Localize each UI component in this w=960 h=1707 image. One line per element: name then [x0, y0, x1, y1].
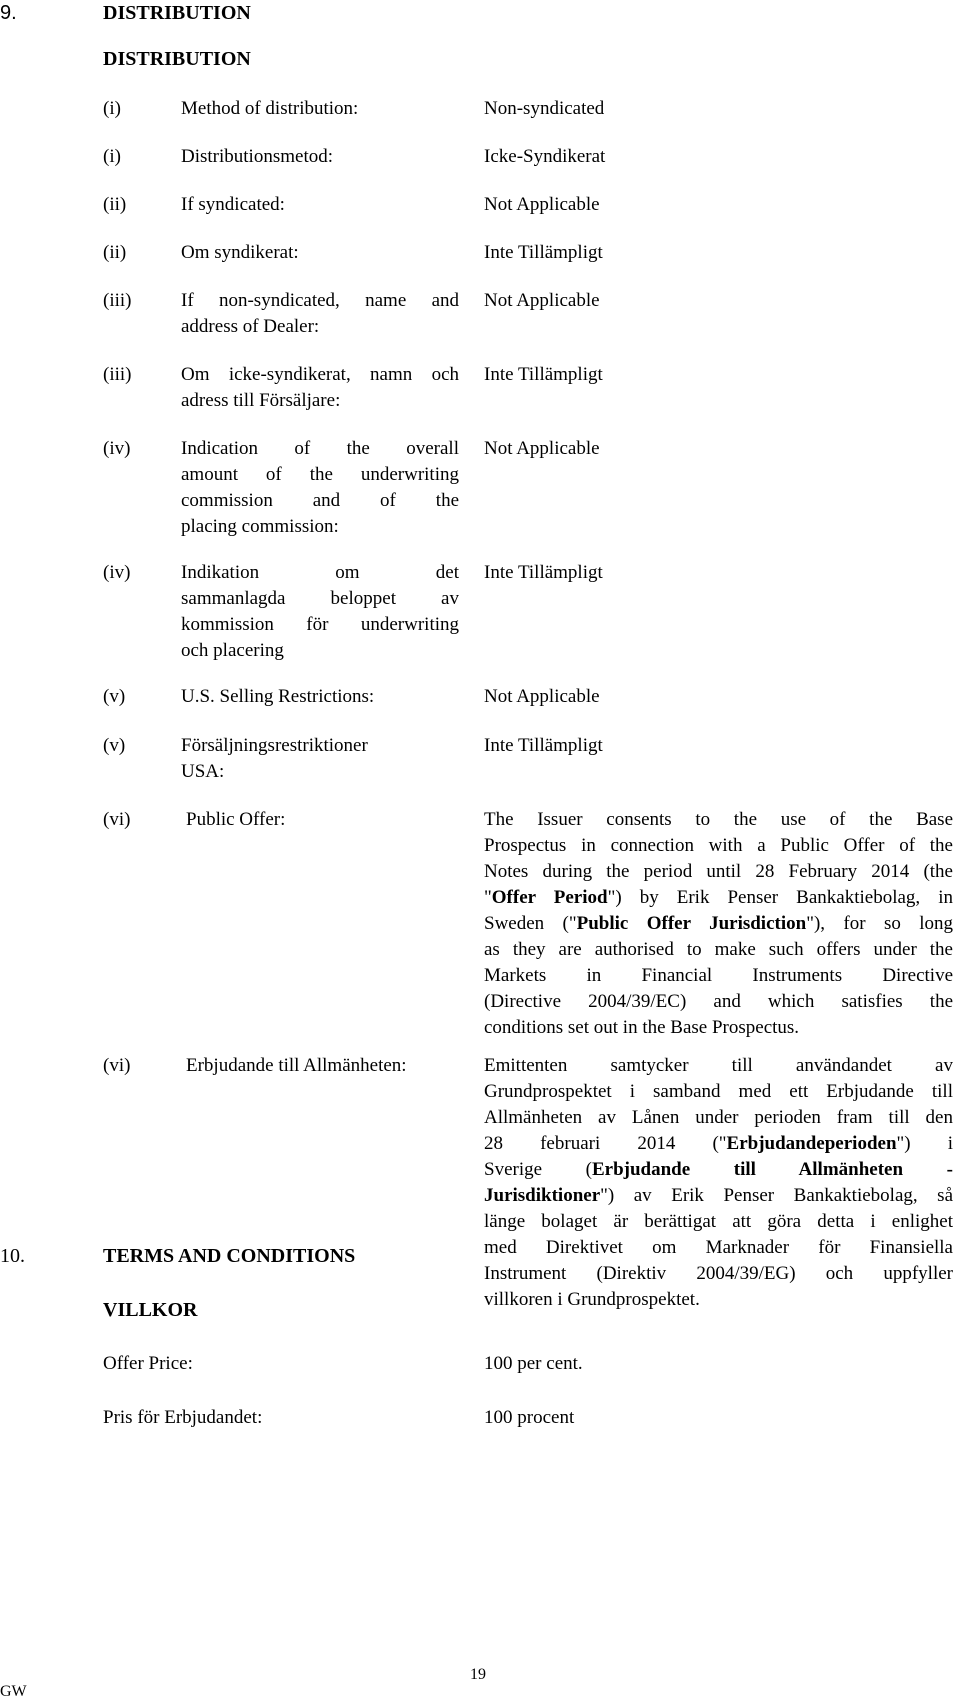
text-run: villkoren i Grundprospektet.: [484, 1289, 700, 1310]
row-value: Inte Tillämpligt: [484, 242, 603, 263]
row-value-line: [484, 1053, 953, 1079]
defined-term: Jurisdiktioner: [484, 1185, 601, 1206]
row-label-line: Försäljningsrestriktioner: [181, 735, 368, 756]
row-number: (iii): [103, 364, 132, 385]
defined-term: Erbjudandeperioden: [726, 1133, 897, 1154]
row-label-line: adress till Försäljare:: [181, 390, 341, 411]
text-run: Prospectus in connection with a Public Offer of the: [484, 835, 953, 856]
text-run: Sverige (: [484, 1159, 592, 1180]
row-value: [484, 807, 953, 1041]
row-value-line: [484, 1157, 953, 1183]
section-subtitle: DISTRIBUTION: [103, 48, 251, 70]
text-run: Sweden (": [484, 913, 577, 934]
row-label: [181, 560, 459, 664]
footer-initials: GW: [0, 1683, 27, 1700]
row-value: Inte Tillämpligt: [484, 364, 603, 385]
row-value-line: [484, 937, 953, 963]
row-label-line: Indication of the overall: [181, 438, 459, 459]
row-label: Method of distribution:: [181, 98, 359, 119]
row-label: If syndicated:: [181, 194, 285, 215]
row-value: Non-syndicated: [484, 98, 605, 119]
page-number: 19: [470, 1666, 486, 1683]
row-number: (iii): [103, 290, 132, 311]
text-run: conditions set out in the Base Prospectus.: [484, 1017, 800, 1038]
row-value: Not Applicable: [484, 290, 600, 311]
row-label-line: Om icke-syndikerat, namn och: [181, 364, 459, 385]
row-label: [181, 362, 459, 414]
row-value-line: [484, 911, 953, 937]
text-run: Grundprospektet i samband med ett Erbjudande till: [484, 1081, 953, 1102]
text-run: länge bolaget är berättigat att göra detta i enlighet: [484, 1211, 953, 1232]
row-value: Not Applicable: [484, 194, 600, 215]
text-run: Markets in Financial Instruments Directive: [484, 965, 953, 986]
row-value-line: [484, 885, 953, 911]
row-label-line: sammanlagda beloppet av: [181, 588, 459, 609]
row-number: (ii): [103, 242, 127, 263]
row-number: (ii): [103, 194, 127, 215]
offer-price-value: 100 per cent.: [484, 1353, 583, 1374]
row-value: Not Applicable: [484, 686, 600, 707]
offer-price-label-sv: Pris för Erbjudandet:: [103, 1407, 263, 1428]
defined-term: Offer Period: [491, 887, 608, 908]
row-number: (i): [103, 146, 121, 167]
offer-price-label: Offer Price:: [103, 1353, 193, 1374]
row-label-line: If non-syndicated, name and: [181, 290, 459, 311]
row-value-line: [484, 833, 953, 859]
row-label: [181, 436, 459, 540]
row-number: (iv): [103, 438, 131, 459]
row-value-line: [484, 1183, 953, 1209]
row-label-line: address of Dealer:: [181, 316, 320, 337]
row-value-line: [484, 1261, 953, 1287]
text-run: "), for so long: [806, 913, 953, 934]
row-label: [181, 733, 459, 785]
section-subtitle: VILLKOR: [103, 1299, 198, 1321]
row-label-line: placing commission:: [181, 516, 339, 537]
row-value-line: [484, 1105, 953, 1131]
row-label: [181, 288, 459, 340]
row-value-line: [484, 1131, 953, 1157]
text-run: Emittenten samtycker till användandet av: [484, 1055, 953, 1076]
row-label: U.S. Selling Restrictions:: [181, 686, 375, 707]
text-run: ") by Erik Penser Bankaktiebolag, in: [607, 887, 953, 908]
row-number: (i): [103, 98, 121, 119]
text-run: ") av Erik Penser Bankaktiebolag, så: [600, 1185, 953, 1206]
row-value-line: [484, 1235, 953, 1261]
row-number: (vi): [103, 1055, 131, 1076]
section-title: TERMS AND CONDITIONS: [103, 1245, 356, 1267]
row-number: (v): [103, 686, 126, 707]
row-value: Inte Tillämpligt: [484, 562, 603, 583]
row-value: Inte Tillämpligt: [484, 735, 603, 756]
row-number: (v): [103, 735, 126, 756]
row-value-line: [484, 859, 953, 885]
defined-term: Erbjudande till Allmänheten -: [591, 1159, 953, 1180]
row-label-line: USA:: [181, 761, 225, 782]
row-value: [484, 1053, 953, 1313]
row-label: Om syndikerat:: [181, 242, 299, 263]
text-run: The Issuer consents to the use of the Base: [484, 809, 953, 830]
offer-price-value-sv: 100 procent: [484, 1407, 575, 1428]
text-run: as they are authorised to make such offers under the: [484, 939, 953, 960]
row-label-line: amount of the underwriting: [181, 464, 459, 485]
defined-term: Public Offer Jurisdiction: [576, 913, 807, 934]
row-label-line: kommission för underwriting: [181, 614, 459, 635]
row-label-line: Indikation om det: [181, 562, 459, 583]
row-value-line: [484, 1209, 953, 1235]
text-run: 28 februari 2014 (": [484, 1133, 727, 1154]
row-value-line: [484, 807, 953, 833]
row-label: Distributionsmetod:: [181, 146, 333, 167]
section-title: DISTRIBUTION: [103, 2, 251, 24]
row-value: Icke-Syndikerat: [484, 146, 606, 167]
row-label-line: commission and of the: [181, 490, 459, 511]
text-run: Notes during the period until 28 February 2014 (the: [484, 861, 953, 882]
row-value-line: [484, 963, 953, 989]
text-run: ") i: [896, 1133, 953, 1154]
row-value: Not Applicable: [484, 438, 600, 459]
row-label: Public Offer:: [186, 809, 286, 830]
text-run: Allmänheten av Lånen under perioden fram till den: [484, 1107, 953, 1128]
row-value-line: [484, 989, 953, 1015]
row-value-line: [484, 1287, 953, 1313]
row-label: Erbjudande till Allmänheten:: [186, 1055, 407, 1076]
row-number: (vi): [103, 809, 131, 830]
section-number: 10.: [0, 1245, 25, 1267]
row-value-line: [484, 1015, 953, 1041]
row-number: (iv): [103, 562, 131, 583]
text-run: (Directive 2004/39/EC) and which satisfies the: [484, 991, 953, 1012]
row-label-line: och placering: [181, 640, 284, 661]
text-run: ": [484, 887, 492, 908]
section-number: 9.: [0, 2, 17, 24]
row-value-line: [484, 1079, 953, 1105]
text-run: Instrument (Direktiv 2004/39/EG) och uppfyller: [484, 1263, 953, 1284]
text-run: med Direktivet om Marknader för Finansiella: [484, 1237, 953, 1258]
